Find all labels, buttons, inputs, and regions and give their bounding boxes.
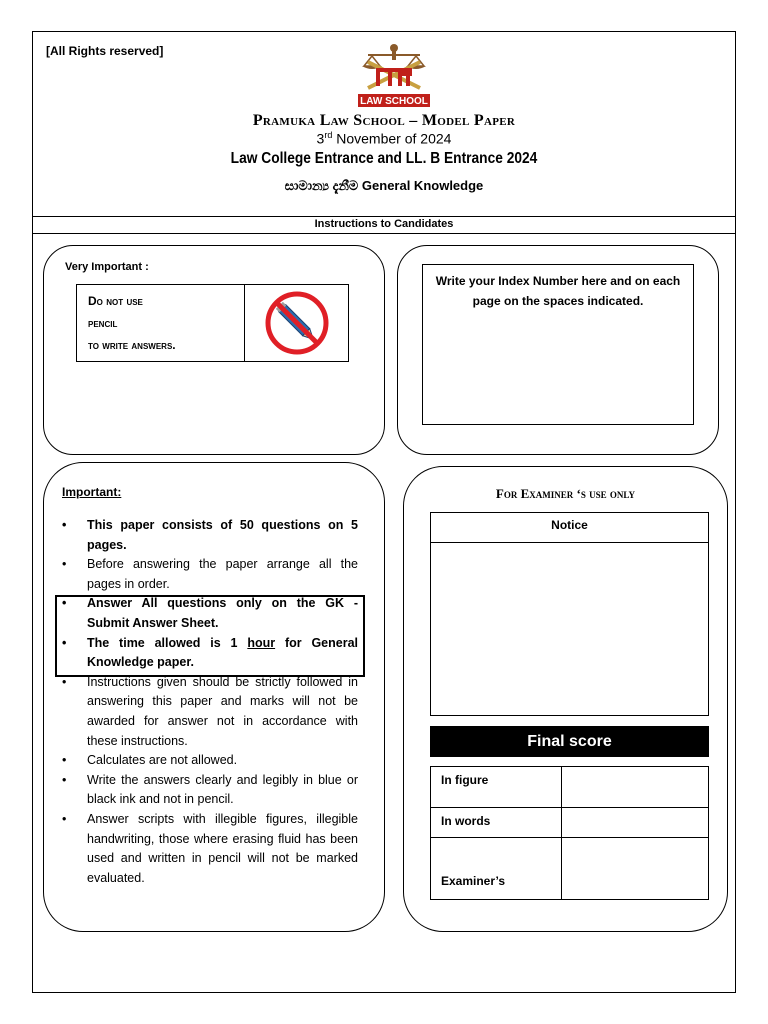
list-item: • Before answering the paper arrange all the pages in order. [62,557,358,591]
list-item: • Answer All questions only on the GK - Submit Answer Sheet. [62,596,358,630]
exam-title: Law College Entrance and LL. B Entrance 2024 [230,150,538,167]
list-item: • This paper consists of 50 questions on 5 pages. [62,518,358,552]
rights-notice: [All Rights reserved] [46,44,164,58]
subject-title: සාමාන්‍ය දැනීම General Knowledge [284,178,484,193]
score-column-divider [561,767,562,899]
no-pencil-text: Do not use pencil to write answers. [77,285,245,361]
very-important-label: Very Important : [65,261,149,273]
table-row: Examiner’s [431,838,708,900]
no-pencil-icon [262,288,332,358]
important-title: Important: [62,485,122,499]
final-score-banner: Final score [430,726,709,757]
notice-table [430,512,709,716]
divider-top [32,216,736,217]
list-item: • Write the answers clearly and legibly in blue or black ink and not in pencil. [62,772,358,807]
score-table [430,766,709,900]
divider-bottom [32,233,736,234]
list-item: • Answer scripts with illegible figures, illegible handwriting, those where erasing fluid has been used and written in pencil will not be marked evaluated. [62,811,358,885]
instructions-heading: Instructions to Candidates [314,218,454,230]
examiner-title: For Examiner ‘s use only [495,486,636,501]
index-number-field[interactable]: Write your Index Number here and on each page on the spaces indicated. [422,264,694,425]
logo-text: LAW SCHOOL [360,96,428,107]
notice-label: Notice [431,513,708,543]
table-row: In figure [431,767,708,808]
table-row: In words [431,808,708,838]
exam-date: 3rd November of 2024 [316,130,452,147]
list-item: • Instructions given should be strictly followed in answering this paper and marks will not be awarded for answer not in accordance with these instructions. [62,674,358,748]
list-item: • Calculates are not allowed. [62,753,238,768]
no-pencil-table [76,284,349,362]
law-school-logo [354,44,434,110]
list-item: • The time allowed is 1 hour for General Knowledge paper. [62,635,358,670]
school-title: Pramuka Law School – Model Paper [252,112,516,129]
important-rules-list [60,516,358,888]
